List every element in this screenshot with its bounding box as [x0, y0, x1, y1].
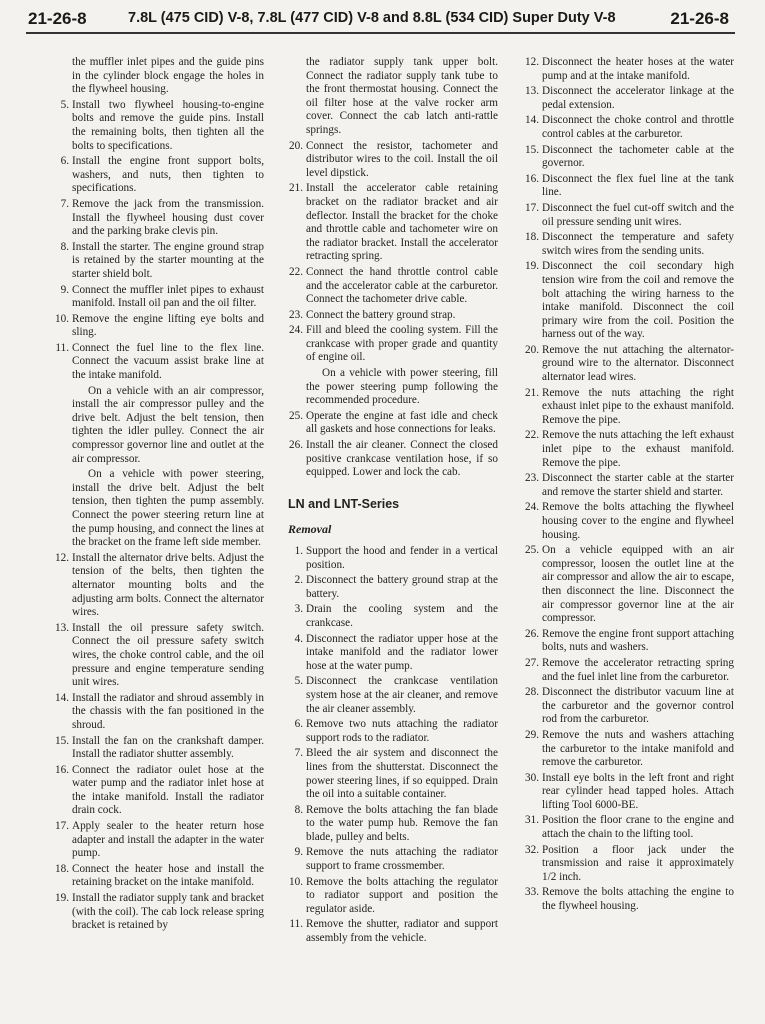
column-left: [50, 56, 264, 935]
step-text: Disconnect the crankcase ventilation system hose at the air cleaner, and remove the air cleaner assembly.: [306, 675, 498, 715]
step-text: Remove the bolts attaching the flywheel housing cover to the engine and flywheel housing.: [542, 501, 734, 541]
step-number: 2.: [294, 574, 303, 587]
step-number: 24.: [525, 501, 539, 514]
step-text: On a vehicle equipped with an air compressor, loosen the outlet line at the air compressor and allow the air to escape, then disconnect the line. Disconnect the air compressor governor line at the air compressor.: [542, 544, 734, 625]
step-number: 8.: [294, 803, 303, 816]
step-number: 21.: [289, 182, 303, 195]
step-number: 13.: [525, 85, 539, 98]
step-number: 23.: [289, 308, 303, 321]
page-title: 7.8L (475 CID) V-8, 7.8L (477 CID) V-8 and 8.8L (534 CID) Super Duty V-8: [128, 10, 616, 26]
step-text: Connect the heater hose and install the retaining bracket on the intake manifold.: [72, 862, 264, 889]
step-item: [284, 918, 498, 945]
step-number: 20.: [525, 343, 539, 356]
step-item: [284, 324, 498, 365]
step-number: 25.: [525, 544, 539, 557]
step-text: Connect the hand throttle control cable and the accelerator cable at the carburetor. Connect the tachometer drive cable.: [306, 265, 498, 306]
step-item: [284, 309, 498, 323]
step-number: 16.: [525, 172, 539, 185]
step-number: 18.: [525, 231, 539, 244]
step-item: [284, 876, 498, 917]
step-item: [520, 173, 734, 200]
step-item: [284, 603, 498, 630]
step-text: Install the accelerator cable retaining bracket on the radiator bracket and air deflector. Install the bracket for the choke and throttle cable and tachometer wire on the radiator bracket. Install the accelerator retracting spring.: [306, 182, 498, 263]
step-text: Remove the nuts and washers attaching the carburetor to the intake manifold and remove the carburetor.: [542, 728, 734, 769]
step-text: Disconnect the flex fuel line at the tank line.: [542, 172, 734, 199]
step-number: 25.: [289, 409, 303, 422]
page-number-right: 21-26-8: [670, 9, 729, 28]
step-number: 9.: [60, 283, 69, 296]
step-text: Position the floor crane to the engine and attach the chain to the lifting tool.: [542, 814, 734, 841]
step-item: [520, 628, 734, 655]
step-number: 15.: [55, 734, 69, 747]
step-text: Disconnect the coil secondary high tension wire from the coil and remove the bolt attaching the wiring harness to the intake manifold. Disconnect the coil primary wire from the coil. Position the harness out of the way.: [542, 260, 734, 341]
continued-paragraph: the radiator supply tank upper bolt. Connect the radiator supply tank tube to the front thermostat housing. Connect the oil filter hose at the valve rocker arm cover. Connect the cab latch anti-rattle springs.: [306, 56, 498, 136]
step-text: Connect the radiator oulet hose at the water pump and the radiator inlet hose at the intake manifold. Install the radiator drain cock.: [72, 763, 264, 817]
step-item: [50, 342, 264, 383]
step-item: [50, 241, 264, 282]
step-item: [284, 675, 498, 716]
header-rule: [26, 32, 735, 34]
step-text: Disconnect the heater hoses at the water pump and at the intake manifold.: [542, 56, 734, 82]
step-item: [520, 85, 734, 112]
step-item: [520, 472, 734, 499]
step-number: 16.: [55, 763, 69, 776]
step-number: 4.: [294, 632, 303, 645]
step-text: Remove the accelerator retracting spring and the fuel inlet line from the carburetor.: [542, 656, 734, 683]
step-item: [520, 844, 734, 885]
step-item: [50, 198, 264, 239]
step-text: Install the air cleaner. Connect the closed positive crankcase ventilation hose, if so equipped. Lower and lock the cab.: [306, 439, 498, 479]
step-item: [50, 692, 264, 733]
step-item: [284, 846, 498, 873]
step-number: 6.: [294, 718, 303, 731]
step-number: 10.: [55, 312, 69, 325]
step-item: [520, 202, 734, 229]
step-number: 27.: [525, 656, 539, 669]
step-number: 3.: [294, 603, 303, 616]
step-number: 5.: [60, 98, 69, 111]
step-item: [50, 99, 264, 153]
step-text: Drain the cooling system and the crankcase.: [306, 603, 498, 629]
step-item: [284, 140, 498, 181]
step-number: 22.: [289, 265, 303, 278]
step-number: 22.: [525, 429, 539, 442]
step-text: Connect the muffler inlet pipes to exhaust manifold. Install oil pan and the oil filter.: [72, 283, 264, 310]
step-number: 11.: [289, 918, 303, 931]
step-item: [284, 439, 498, 480]
step-text: Install the engine front support bolts, washers, and nuts, then tighten to specifications.: [72, 155, 264, 195]
step-item: [50, 820, 264, 861]
step-text: Disconnect the fuel cut-off switch and the oil pressure sending unit wires.: [542, 201, 734, 228]
step-text: Install two flywheel housing-to-engine bolts and remove the guide pins. Install the remaining bolts, then tighten all the bolts to specifications.: [72, 98, 264, 152]
step-number: 17.: [525, 201, 539, 214]
step-number: 9.: [294, 846, 303, 859]
step-item: [284, 633, 498, 674]
column-right: [520, 56, 734, 916]
step-text: Remove the nuts attaching the radiator support to frame crossmember.: [306, 846, 498, 873]
step-number: 7.: [60, 197, 69, 210]
step-text: Operate the engine at fast idle and check all gaskets and hose connections for leaks.: [306, 409, 498, 436]
step-item: [520, 344, 734, 385]
step-text: Disconnect the temperature and safety switch wires from the sending units.: [542, 231, 734, 257]
step-number: 17.: [55, 820, 69, 833]
step-text: Apply sealer to the heater return hose adapter and install the adapter in the water pump.: [72, 820, 264, 860]
step-text: Remove the engine lifting eye bolts and sling.: [72, 312, 264, 339]
step-text: Remove the shutter, radiator and support assembly from the vehicle.: [306, 918, 498, 945]
step-text: Disconnect the choke control and throttle control cables at the carburetor.: [542, 114, 734, 140]
step-text: Connect the resistor, tachometer and distributor wires to the coil. Install the oil level dipstick.: [306, 139, 498, 179]
step-text: Connect the fuel line to the flex line. Connect the vacuum assist brake line at the intake manifold.: [72, 341, 264, 382]
step-text: Install the oil pressure safety switch. Connect the oil pressure safety switch wires, the choke control cable, and the oil pressure and engine temperature sending unit wires.: [72, 621, 264, 689]
step-number: 19.: [55, 892, 69, 905]
step-text: Disconnect the accelerator linkage at the pedal extension.: [542, 85, 734, 111]
step-item: [520, 56, 734, 83]
step-text: Disconnect the starter cable at the starter and remove the starter shield and starter.: [542, 472, 734, 498]
step-item: [50, 155, 264, 196]
step-item: [284, 266, 498, 307]
step-item: [520, 260, 734, 342]
step-number: 1.: [294, 545, 303, 557]
step-item: [284, 182, 498, 264]
step-number: 11.: [55, 341, 69, 354]
note-paragraph: On a vehicle with power steering, fill the power steering pump following the recommended procedure.: [306, 367, 498, 407]
step-text: Remove the nuts attaching the left exhaust inlet pipe to the exhaust manifold. Remove the pipe.: [542, 429, 734, 469]
step-text: Remove the bolts attaching the engine to the flywheel housing.: [542, 886, 734, 913]
step-number: 19.: [525, 260, 539, 273]
step-item: [520, 729, 734, 770]
step-item: [520, 144, 734, 171]
step-item: [50, 313, 264, 340]
note-paragraph: On a vehicle with power steering, install the drive belt. Adjust the belt tension, then tighten the pump assembly. Connect the power steering return line at the pump housing, and connect the lines at the bracket on the frame left side member.: [72, 468, 264, 549]
step-number: 5.: [294, 675, 303, 688]
step-text: Install the alternator drive belts. Adjust the tension of the belts, then tighten the alternator mounting bolts and the adjusting arm bolts. Connect the alternator wires.: [72, 551, 264, 619]
step-text: Install the fan on the crankshaft damper. Install the radiator shutter assembly.: [72, 734, 264, 761]
step-number: 26.: [525, 627, 539, 640]
step-number: 33.: [525, 886, 539, 899]
step-number: 28.: [525, 686, 539, 699]
step-text: Install eye bolts in the left front and right rear cylinder head tapped holes. Attach lifting Tool 6000-BE.: [542, 771, 734, 811]
step-text: Remove two nuts attaching the radiator support rods to the radiator.: [306, 718, 498, 744]
step-text: Remove the engine front support attaching bolts, nuts and washers.: [542, 627, 734, 654]
step-item: [50, 892, 264, 933]
step-item: [520, 231, 734, 258]
step-item: [520, 686, 734, 727]
step-item: [520, 114, 734, 141]
step-item: [284, 574, 498, 601]
step-text: Install the radiator and shroud assembly in the chassis with the fan positioned in the shroud.: [72, 691, 264, 731]
step-number: 26.: [289, 439, 303, 452]
step-text: Remove the jack from the transmission. Install the flywheel housing dust cover and the parking brake clevis pin.: [72, 197, 264, 238]
step-text: Bleed the air system and disconnect the lines from the shutterstat. Disconnect the power steering lines, if so equipped. Drain the oil into a suitable container.: [306, 747, 498, 801]
step-number: 32.: [525, 843, 539, 856]
step-item: [520, 772, 734, 813]
step-text: Connect the battery ground strap.: [306, 308, 456, 321]
step-text: Disconnect the distributor vacuum line at the carburetor and the governor control rod from the carburetor.: [542, 686, 734, 726]
step-number: 14.: [55, 691, 69, 704]
step-text: Remove the bolts attaching the fan blade to the water pump hub. Remove the fan blade, pulley and belts.: [306, 803, 498, 843]
step-text: Install the radiator supply tank and bracket (with the coil). The cab lock release spring bracket is retained by: [72, 892, 264, 932]
step-item: [284, 718, 498, 745]
step-number: 13.: [55, 621, 69, 634]
step-item: [284, 410, 498, 437]
step-item: [520, 387, 734, 428]
subsection-heading: Removal: [288, 522, 332, 537]
step-number: 20.: [289, 139, 303, 152]
step-number: 14.: [525, 114, 539, 127]
step-number: 23.: [525, 472, 539, 485]
column-middle: [284, 56, 498, 948]
page-number-left: 21-26-8: [28, 9, 87, 28]
step-text: Fill and bleed the cooling system. Fill the crankcase with proper grade and quantity of engine oil.: [306, 324, 498, 364]
step-number: 6.: [60, 155, 69, 168]
step-number: 29.: [525, 728, 539, 741]
step-item: [50, 735, 264, 762]
step-number: 12.: [525, 56, 539, 68]
step-text: Disconnect the radiator upper hose at the intake manifold and the radiator lower hose at the water pump.: [306, 632, 498, 672]
step-number: 31.: [525, 814, 539, 827]
step-number: 8.: [60, 240, 69, 253]
step-text: Remove the bolts attaching the regulator to radiator support and position the regulator aside.: [306, 875, 498, 915]
page-header: [0, 0, 765, 34]
step-item: [520, 886, 734, 913]
step-text: Remove the nuts attaching the right exhaust inlet pipe to the exhaust manifold. Remove the pipe.: [542, 386, 734, 426]
step-number: 30.: [525, 771, 539, 784]
section-heading: LN and LNT-Series: [288, 496, 400, 511]
step-item: [284, 804, 498, 845]
step-item: [284, 747, 498, 801]
step-number: 15.: [525, 143, 539, 156]
step-text: Disconnect the battery ground strap at the battery.: [306, 574, 498, 600]
step-number: 7.: [294, 747, 303, 760]
step-number: 10.: [289, 875, 303, 888]
continued-paragraph: the muffler inlet pipes and the guide pins in the cylinder block engage the holes in the flywheel housing.: [72, 56, 264, 96]
step-item: [520, 429, 734, 470]
step-item: [50, 284, 264, 311]
step-item: [50, 552, 264, 620]
step-number: 21.: [525, 386, 539, 399]
note-paragraph: On a vehicle with an air compressor, install the air compressor pulley and the drive belt. Adjust the belt tension, then tighten the idler pulley. Connect the air compressor governor line and outlet at the air compressor.: [72, 384, 264, 465]
step-item: [284, 545, 498, 572]
step-item: [50, 622, 264, 690]
step-item: [50, 863, 264, 890]
step-item: [520, 501, 734, 542]
step-text: Disconnect the tachometer cable at the governor.: [542, 143, 734, 170]
step-number: 18.: [55, 862, 69, 875]
step-item: [520, 657, 734, 684]
step-text: Install the starter. The engine ground strap is retained by the starter mounting at the starter shield bolt.: [72, 240, 264, 280]
step-text: Support the hood and fender in a vertical position.: [306, 545, 498, 571]
step-item: [520, 544, 734, 626]
step-item: [50, 764, 264, 818]
step-number: 12.: [55, 551, 69, 564]
step-item: [520, 814, 734, 841]
step-number: 24.: [289, 324, 303, 337]
step-text: Remove the nut attaching the alternator-ground wire to the alternator. Disconnect alternator lead wires.: [542, 343, 734, 384]
step-text: Position a floor jack under the transmission and raise it approximately 1/2 inch.: [542, 843, 734, 883]
